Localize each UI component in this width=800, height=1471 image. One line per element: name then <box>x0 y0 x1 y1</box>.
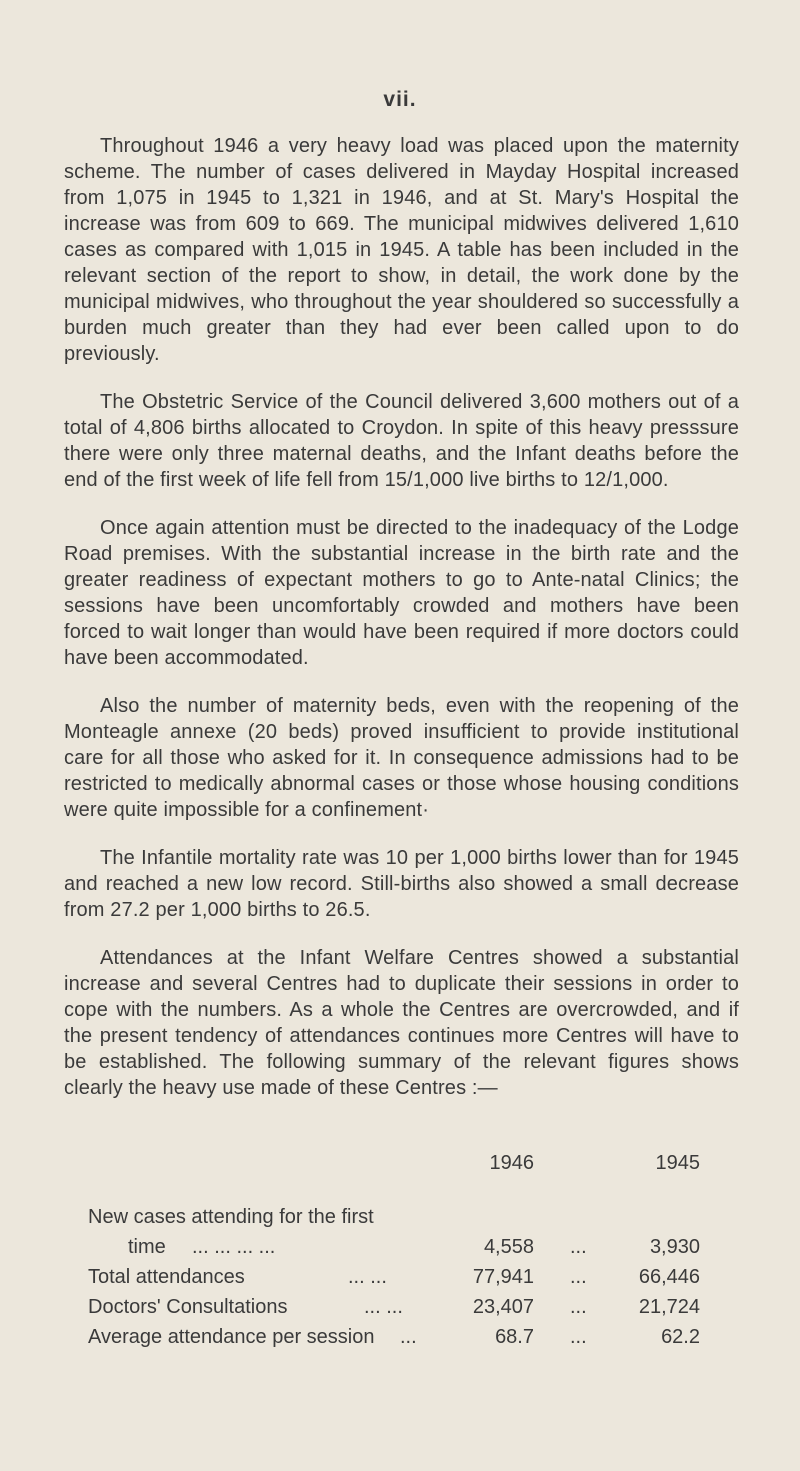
table-row <box>64 1322 744 1352</box>
value-1945: 21,724 <box>638 1296 700 1318</box>
row-label: time <box>128 1236 166 1258</box>
value-1945: 66,446 <box>638 1266 700 1288</box>
paragraph-obstetric-service: The Obstetric Service of the Council delivered 3,600 mothers out of a total of 4,806 births allocated to Croydon. In spite of this heavy presssure there were only three maternal deaths, and the Infant deaths before the end of the first week of life fell from 15/1,000 live births to 12/1,000. <box>64 391 739 491</box>
dot-leader: ... <box>570 1326 587 1348</box>
value-1945: 3,930 <box>649 1236 700 1258</box>
table-row <box>64 1292 744 1322</box>
table-row <box>64 1262 744 1292</box>
table-row <box>64 1202 744 1232</box>
dot-leader: ... <box>570 1266 587 1288</box>
paragraph-maternity-beds: Also the number of maternity beds, even with the reopening of the Monteagle annexe (20 beds) proved insufficient to provide institutional care for all those who asked for it. In consequence admissions had to be restricted to medically abnormal cases or those whose housing conditions were quite impossible for a confinement· <box>64 695 739 821</box>
dot-leader: ... <box>400 1326 417 1348</box>
dot-leader: ... ... ... ... <box>192 1236 276 1258</box>
paragraph-welfare-centres: Attendances at the Infant Welfare Centres showed a substantial increase and several Centres had to duplicate their sessions in order to cope with the numbers. As a whole the Centres are overcrowded, and if the present tendency of attendances continues more Centres will have to be established. The following summary of the relevant figures shows clearly the heavy use made of these Centres :— <box>64 947 739 1099</box>
dot-leader: ... <box>570 1236 587 1258</box>
row-label: Total attendances <box>88 1266 245 1288</box>
report-body <box>64 133 739 1123</box>
dot-leader: ... ... <box>364 1296 403 1318</box>
column-header-1945: 1945 <box>655 1152 700 1174</box>
dot-leader: ... ... <box>348 1266 387 1288</box>
paragraph-infantile-mortality: The Infantile mortality rate was 10 per 1,000 births lower than for 1945 and reached a new low record. Still-births also showed a small decrease from 27.2 per 1,000 births to 26.5. <box>64 847 739 921</box>
paragraph-lodge-road: Once again attention must be directed to the inadequacy of the Lodge Road premises. With the substantial increase in the birth rate and the greater readiness of expectant mothers to go to Ante-natal Clinics; the sessions have been uncomfortably crowded and mothers have been forced to wait longer than would have been required if more doctors could have been accommodated. <box>64 517 739 669</box>
table-row <box>64 1232 744 1262</box>
value-1946: 68.7 <box>495 1326 534 1348</box>
row-label: New cases attending for the first <box>88 1206 374 1228</box>
dot-leader: ... <box>570 1296 587 1318</box>
row-label: Doctors' Consultations <box>88 1296 288 1318</box>
value-1946: 23,407 <box>472 1296 534 1318</box>
paragraph-maternity-load: Throughout 1946 a very heavy load was placed upon the maternity scheme. The number of cases delivered in Mayday Hospital increased from 1,075 in 1945 to 1,321 in 1946, and at St. Mary's Hospital the increase was from 609 to 669. The municipal midwives delivered 1,610 cases as compared with 1,015 in 1945. A table has been included in the relevant section of the report to show, in detail, the work done by the municipal midwives, who throughout the year shouldered so successfully a burden much greater than they had ever been called upon to do previously. <box>64 135 739 365</box>
value-1946: 77,941 <box>472 1266 534 1288</box>
attendance-summary-table <box>64 1152 744 1352</box>
table-header <box>64 1152 744 1202</box>
value-1946: 4,558 <box>483 1236 534 1258</box>
page-number: vii. <box>383 88 417 111</box>
value-1945: 62.2 <box>661 1326 700 1348</box>
column-header-1946: 1946 <box>489 1152 534 1174</box>
row-label: Average attendance per session <box>88 1326 375 1348</box>
